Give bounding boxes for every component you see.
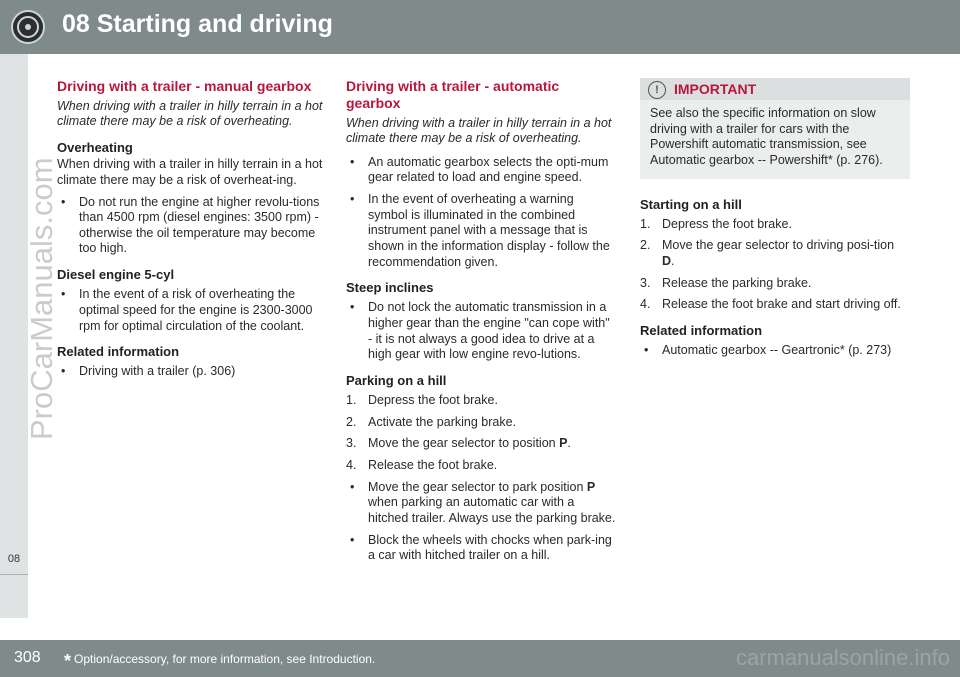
subheading-steep-inclines: Steep inclines <box>346 280 434 296</box>
steering-wheel-icon <box>10 9 46 45</box>
intro-text: When driving with a trailer in hilly terrain in a hot climate there may be a risk of overheating. <box>346 115 612 146</box>
sidebar-divider <box>0 574 28 619</box>
important-header <box>640 78 910 100</box>
related-link[interactable]: • Driving with a trailer (p. 306) <box>57 364 327 380</box>
list-item: 4. Release the foot brake and start driving off. <box>640 297 901 312</box>
page-header <box>0 0 960 54</box>
subheading-related: Related information <box>640 322 763 338</box>
subheading-diesel: Diesel engine 5-cyl <box>57 267 175 283</box>
important-box <box>640 78 910 179</box>
list-item: 4. Release the foot brake. <box>346 458 498 473</box>
footnote: * Option/accessory, for more information, see Introduction. <box>64 651 376 671</box>
list-item: 3. Release the parking brake. <box>640 275 812 290</box>
body-text: When driving with a trailer in hilly terrain in a hot climate there may be a risk of overheat-ing. <box>57 157 323 187</box>
related-links <box>640 343 910 359</box>
list-item: 1. Depress the foot brake. <box>346 393 498 408</box>
bullet-list <box>346 480 616 564</box>
bullet-list <box>57 287 327 334</box>
page-number: 308 <box>14 649 41 666</box>
subheading-overheating: Overheating <box>57 140 133 156</box>
step-list <box>346 393 616 474</box>
important-text: See also the specific information on slow driving with a trailer for cars with the Powershift automatic transmission, see Automatic gearbox -- Powershift* (p. 276). <box>650 106 883 167</box>
page-title: 08 Starting and driving <box>62 10 333 38</box>
subheading-starting-hill: Starting on a hill <box>640 196 742 212</box>
chapter-number: 08 <box>7 553 21 565</box>
list-item: 2. Move the gear selector to driving posi-tion D. <box>640 238 895 268</box>
list-item: 2. Activate the parking brake. <box>346 414 516 429</box>
list-item: • In the event of overheating a warning symbol is illuminated in the combined instrument panel with a message that is shown in the information display - follow the recommendation given. <box>346 192 616 270</box>
list-item: • Block the wheels with chocks when park-ing a car with hitched trailer on a hill. <box>346 533 616 564</box>
column-manual-gearbox <box>57 78 327 386</box>
related-link[interactable]: • Automatic gearbox -- Geartronic* (p. 273) <box>640 343 910 359</box>
intro-text: When driving with a trailer in hilly terrain in a hot climate there may be a risk of overheating. <box>57 98 323 129</box>
list-item: • Move the gear selector to park position P when parking an automatic car with a hitched trailer. Always use the parking brake. <box>346 480 616 527</box>
bullet-list <box>57 195 327 258</box>
related-links <box>57 364 327 380</box>
list-item: • Do not run the engine at higher revolu-tions than 4500 rpm (diesel engines: 3500 rpm) - otherwise the oil temperature may become too high. <box>57 195 327 258</box>
bullet-list <box>346 300 616 363</box>
warning-icon: ! <box>648 81 666 99</box>
page-footer <box>0 640 960 677</box>
list-item: 3. Move the gear selector to position P. <box>346 436 571 451</box>
column-starting-hill <box>640 78 910 365</box>
step-list <box>640 217 910 313</box>
list-item: 1. Depress the foot brake. <box>640 216 792 231</box>
asterisk-icon: * <box>64 651 72 671</box>
subheading-parking-hill: Parking on a hill <box>346 372 447 388</box>
section-title: Driving with a trailer - manual gearbox <box>57 78 312 94</box>
list-item: • An automatic gearbox selects the opti-mum gear related to load and engine speed. <box>346 155 616 186</box>
column-automatic-gearbox <box>346 78 616 570</box>
bullet-list <box>346 155 616 270</box>
footer-watermark: carmanualsonline.info <box>735 645 950 670</box>
watermark: ProCarManuals.com <box>24 157 59 440</box>
list-item: • In the event of a risk of overheating the optimal speed for the engine is 2300-3000 rpm for optimal circulation of the coolant. <box>57 287 327 334</box>
important-title: IMPORTANT <box>674 81 757 97</box>
section-title: Driving with a trailer - automatic gearbox <box>346 78 560 111</box>
list-item: • Do not lock the automatic transmission in a higher gear than the engine "can cope with" - it is not always a good idea to drive at a high gear with low engine revo-lutions. <box>346 300 616 363</box>
subheading-related: Related information <box>57 344 180 360</box>
